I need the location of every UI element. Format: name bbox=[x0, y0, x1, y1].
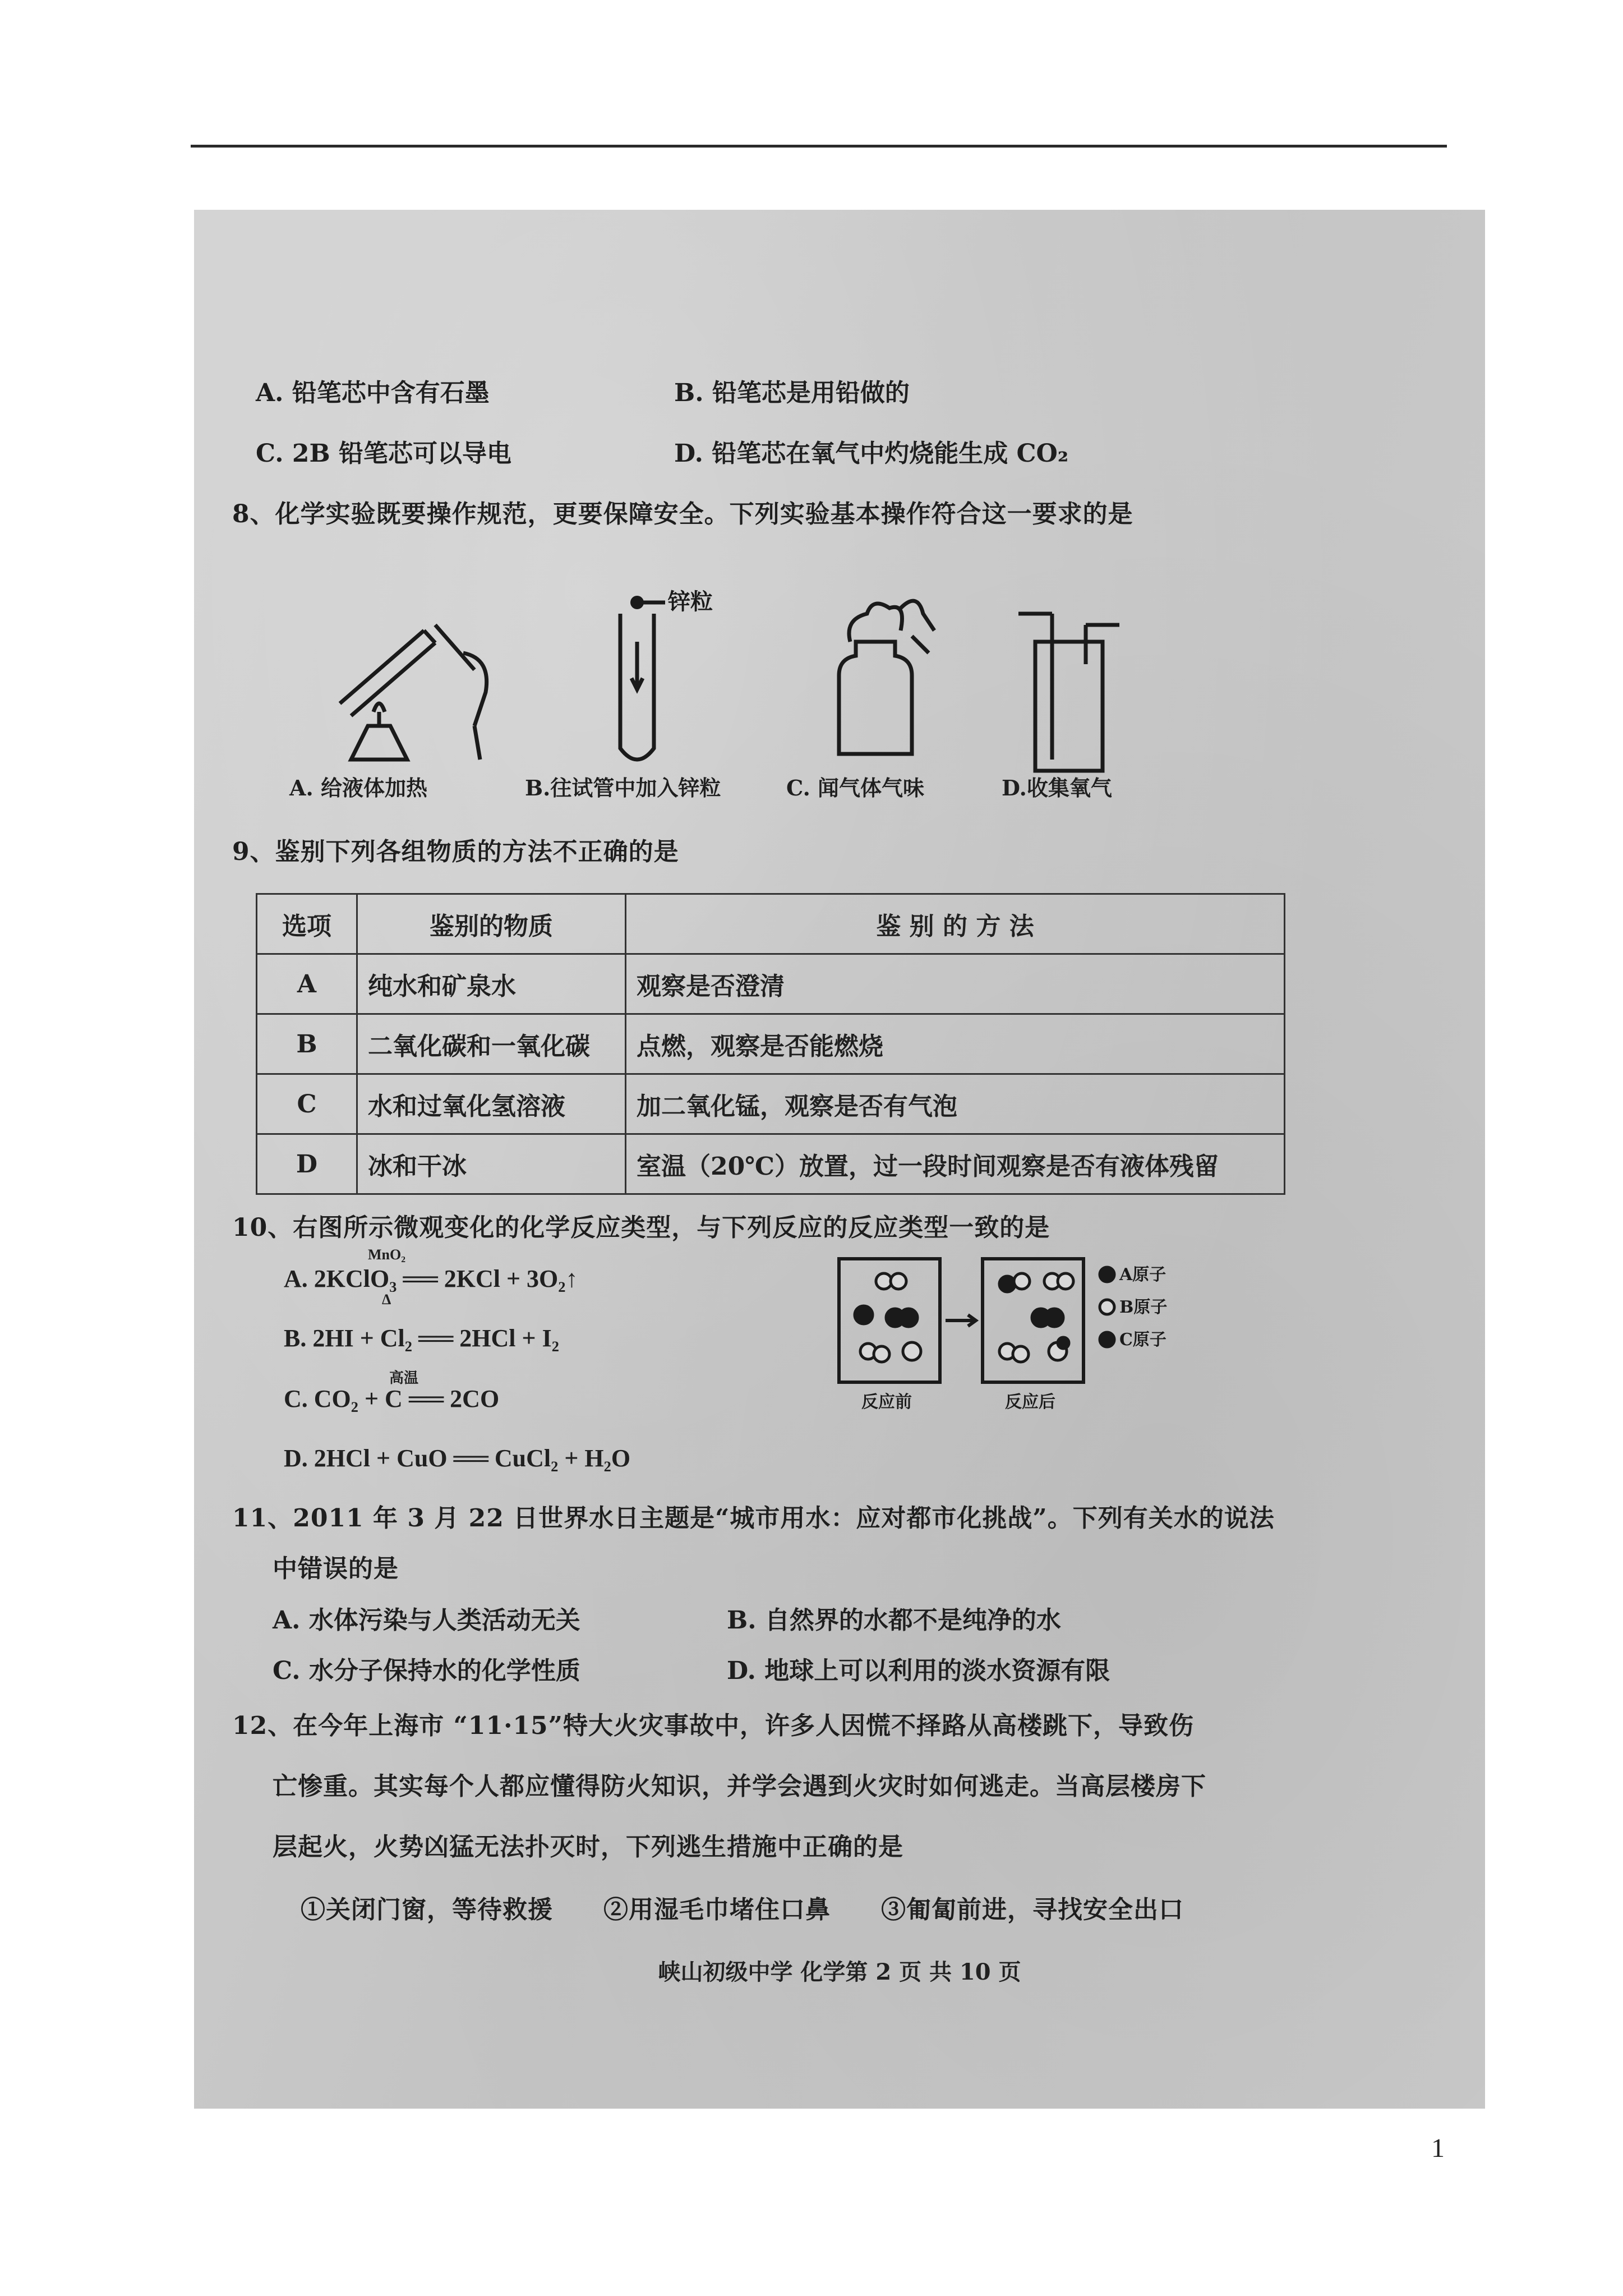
q11-stem-line2: 中错误的是 bbox=[273, 1554, 399, 1583]
q11-stem-line1: 11、2011 年 3 月 22 日世界水日主题是“城市用水：应对都市化挑战”。下列有关水的说法 bbox=[232, 1504, 1275, 1533]
header-cell: 选项 bbox=[257, 894, 357, 954]
zinc-label: 锌粒 bbox=[668, 588, 713, 615]
micro-reaction-diagram bbox=[833, 1253, 1192, 1416]
q10-option-d: D. 2HCl + CuO ══ CuCl₂ + H₂O bbox=[284, 1444, 631, 1472]
q8-stem: 8、化学实验既要操作规范，更要保障安全。下列实验基本操作符合这一要求的是 bbox=[232, 500, 1133, 528]
after-label: 反应后 bbox=[1005, 1392, 1055, 1412]
table-cell: A bbox=[257, 954, 357, 1014]
q10-option-a-heat: Δ bbox=[382, 1291, 391, 1308]
table-row bbox=[257, 1074, 1285, 1134]
collecting-oxygen-figure bbox=[1007, 591, 1131, 782]
smelling-gas-figure bbox=[811, 569, 957, 782]
q11-option-a: A. 水体污染与人类活动无关 bbox=[273, 1606, 580, 1635]
table-cell: 观察是否澄清 bbox=[626, 954, 1285, 1014]
q7-option-c: C. 2B 铅笔芯可以导电 bbox=[256, 439, 512, 468]
table-row bbox=[257, 1014, 1285, 1074]
table-cell: C bbox=[257, 1074, 357, 1134]
q9-table bbox=[256, 893, 1285, 1195]
before-label: 反应前 bbox=[861, 1392, 912, 1412]
q12-stem-line2: 亡惨重。其实每个人都应懂得防火知识，并学会遇到火灾时如何逃走。当高层楼房下 bbox=[273, 1772, 1206, 1801]
q11-option-d: D. 地球上可以利用的淡水资源有限 bbox=[727, 1657, 1110, 1685]
q10-stem: 10、右图所示微观变化的化学反应类型，与下列反应的反应类型一致的是 bbox=[232, 1213, 1050, 1242]
table-cell: D bbox=[257, 1134, 357, 1194]
q10-option-a-catalyst: MnO₂ bbox=[368, 1246, 406, 1263]
q12-stem-line3: 层起火，火势凶猛无法扑灭时，下列逃生措施中正确的是 bbox=[273, 1833, 903, 1861]
q11-option-c: C. 水分子保持水的化学性质 bbox=[273, 1657, 580, 1685]
table-header-row bbox=[257, 894, 1285, 954]
q10-option-c-condition: 高温 bbox=[389, 1370, 419, 1386]
table-cell: B bbox=[257, 1014, 357, 1074]
table-cell: 加二氧化锰，观察是否有气泡 bbox=[626, 1074, 1285, 1134]
table-cell: 点燃，观察是否能燃烧 bbox=[626, 1014, 1285, 1074]
header-rule bbox=[191, 145, 1447, 148]
test-tube-zinc-figure bbox=[587, 580, 732, 782]
table-cell: 纯水和矿泉水 bbox=[357, 954, 626, 1014]
q7-option-b: B. 铅笔芯是用铅做的 bbox=[674, 379, 910, 407]
q11-option-b: B. 自然界的水都不是纯净的水 bbox=[727, 1606, 1061, 1635]
table-cell: 室温（20℃）放置，过一段时间观察是否有液体残留 bbox=[626, 1134, 1285, 1194]
legend-b-atom: B原子 bbox=[1119, 1297, 1168, 1317]
table-row bbox=[257, 954, 1285, 1014]
legend-c-atom: C原子 bbox=[1119, 1330, 1166, 1350]
page-number: 1 bbox=[1431, 2133, 1445, 2163]
table-cell: 二氧化碳和一氧化碳 bbox=[357, 1014, 626, 1074]
table-row bbox=[257, 1134, 1285, 1194]
q12-stem-line1: 12、在今年上海市 “11·15”特大火灾事故中，许多人因慌不择路从高楼跳下，导致伤 bbox=[232, 1711, 1194, 1740]
header-cell: 鉴 别 的 方 法 bbox=[626, 894, 1285, 954]
q8-caption-d: D.收集氧气 bbox=[1002, 775, 1112, 800]
q8-caption-a: A. 给液体加热 bbox=[289, 775, 427, 800]
q12-measures: ①关闭门窗，等待救援 ②用湿毛巾堵住口鼻 ③匍匐前进，寻找安全出口 bbox=[301, 1895, 1184, 1924]
q10-option-c: C. CO₂ + C ══ 2CO bbox=[284, 1385, 500, 1412]
table-cell: 冰和干冰 bbox=[357, 1134, 626, 1194]
q10-option-a: A. 2KClO₃ ══ 2KCl + 3O₂↑ bbox=[284, 1265, 578, 1292]
q8-caption-b: B.往试管中加入锌粒 bbox=[525, 775, 721, 800]
header-cell: 鉴别的物质 bbox=[357, 894, 626, 954]
legend-a-atom: A原子 bbox=[1119, 1265, 1166, 1285]
table-cell: 水和过氧化氢溶液 bbox=[357, 1074, 626, 1134]
q10-option-b: B. 2HI + Cl₂ ══ 2HCl + I₂ bbox=[284, 1324, 559, 1352]
scanned-exam-page bbox=[194, 210, 1485, 2109]
q9-stem: 9、鉴别下列各组物质的方法不正确的是 bbox=[232, 838, 679, 866]
q7-option-a: A. 铅笔芯中含有石墨 bbox=[256, 379, 490, 407]
q8-caption-c: C. 闻气体气味 bbox=[786, 775, 925, 800]
q7-option-d: D. 铅笔芯在氧气中灼烧能生成 CO₂ bbox=[674, 439, 1069, 468]
page-footer: 峡山初级中学 化学第 2 页 共 10 页 bbox=[658, 1959, 1021, 1985]
heating-liquid-figure bbox=[306, 591, 508, 782]
